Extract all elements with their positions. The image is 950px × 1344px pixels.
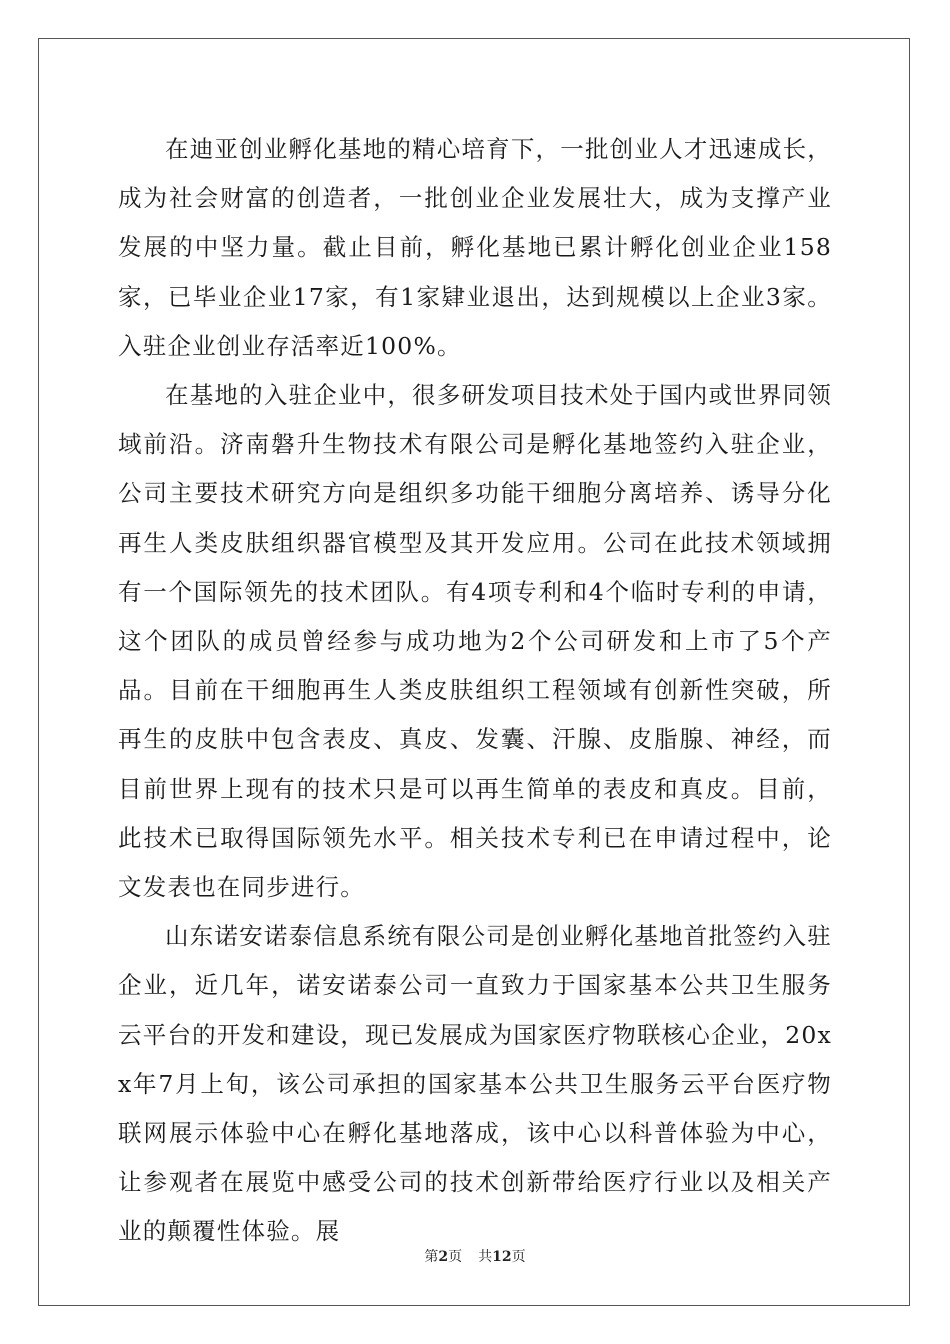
paragraph-incubation-results: 在迪亚创业孵化基地的精心培育下，一批创业人才迅速成长，成为社会财富的创造者，一批创业企业发展壮大，成为支撑产业发展的中坚力量。截止目前，孵化基地已累计孵化创业企业158家，已毕业企业17家，有1家肄业退出，达到规模以上企业3家。入驻企业创业存活率近100%。 (118, 135, 832, 360)
paragraph-panshen-biotech: 在基地的入驻企业中，很多研发项目技术处于国内或世界同领域前沿。济南磐升生物技术有限公司是孵化基地签约入驻企业，公司主要技术研究方向是组织多功能干细胞分离培养、诱导分化再生人类皮肤组织器官模型及其开发应用。公司在此技术领域拥有一个国际领先的技术团队。有4项专利和4个临时专利的申请，这个团队的成员曾经参与成功地为2个公司研发和上市了5个产品。目前在干细胞再生人类皮肤组织工程领域有创新性突破，所再生的皮肤中包含表皮、真皮、发囊、汗腺、皮脂腺、神经，而目前世界上现有的技术只是可以再生简单的表皮和真皮。目前，此技术已取得国际领先水平。相关技术专利已在申请过程中，论文发表也在同步进行。 (118, 381, 832, 902)
page-unit: 页 (448, 1249, 463, 1265)
total-prefix: 共 (478, 1249, 493, 1265)
page-prefix: 第 (424, 1249, 439, 1265)
page-number: 2 (438, 1249, 449, 1265)
page-footer (0, 1248, 950, 1266)
page-total: 12 (492, 1249, 512, 1265)
total-unit: 页 (511, 1249, 526, 1265)
paragraph-nuoan-nuotai: 山东诺安诺泰信息系统有限公司是创业孵化基地首批签约入驻企业，近几年，诺安诺泰公司一直致力于国家基本公共卫生服务云平台的开发和建设，现已发展成为国家医疗物联核心企业，20xx年7月上旬，该公司承担的国家基本公共卫生服务云平台医疗物联网展示体验中心在孵化基地落成，该中心以科普体验为中心，让参观者在展览中感受公司的技术创新带给医疗行业以及相关产业的颠覆性体验。展 (118, 922, 832, 1246)
document-body (118, 125, 832, 1257)
